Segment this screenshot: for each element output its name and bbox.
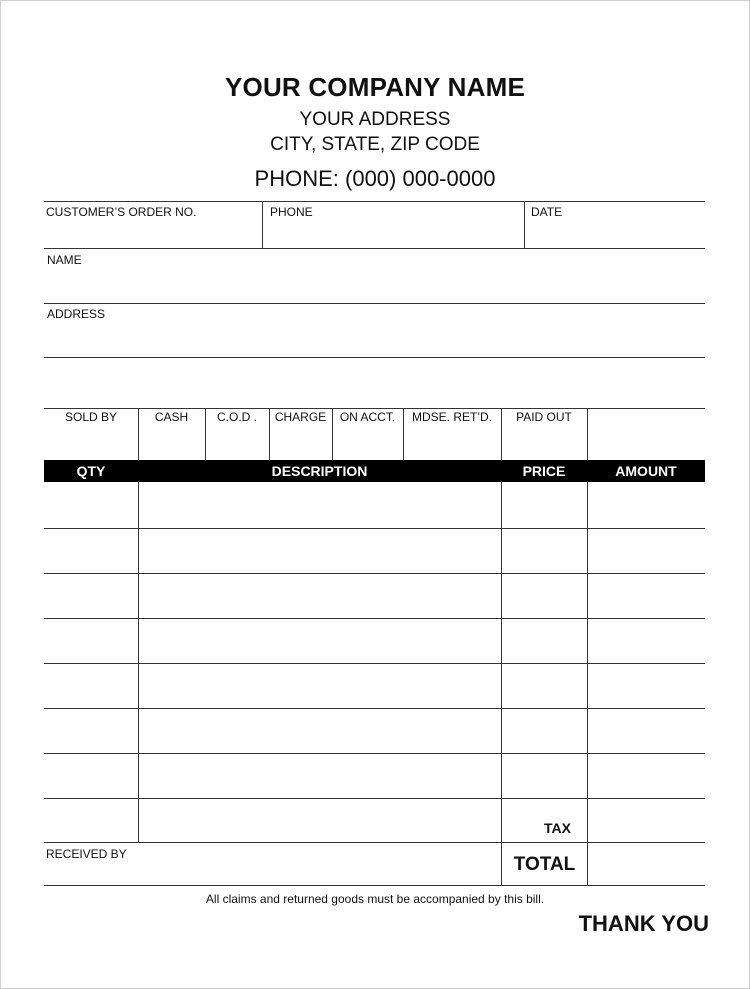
divider xyxy=(44,303,705,304)
thank-you: THANK YOU xyxy=(578,911,709,936)
total-label: TOTAL xyxy=(513,854,576,875)
divider xyxy=(44,357,705,358)
company-name: YOUR COMPANY NAME xyxy=(224,72,525,102)
sold-by-box[interactable]: SOLD BY xyxy=(64,410,118,424)
mdse-retd-box[interactable]: MDSE. RET’D. xyxy=(411,410,492,424)
company-phone: PHONE: (000) 000-0000 xyxy=(254,166,496,191)
paid-out-box[interactable]: PAID OUT xyxy=(516,410,572,424)
divider xyxy=(587,408,588,460)
name-field[interactable]: NAME xyxy=(47,253,82,267)
table-header xyxy=(44,460,705,482)
received-by-field[interactable]: RECEIVED BY xyxy=(46,847,127,861)
divider xyxy=(138,482,139,842)
table-row[interactable] xyxy=(44,753,705,754)
table-row[interactable] xyxy=(44,708,705,709)
divider xyxy=(44,408,705,409)
address-field[interactable]: ADDRESS xyxy=(47,307,106,321)
company-city: CITY, STATE, ZIP CODE xyxy=(270,134,480,155)
divider xyxy=(587,482,588,885)
company-address: YOUR ADDRESS xyxy=(299,109,451,130)
table-row[interactable] xyxy=(44,573,705,574)
divider xyxy=(44,248,705,249)
description-header: DESCRIPTION xyxy=(271,463,368,479)
claims-notice: All claims and returned goods must be accompanied by this bill. xyxy=(205,892,545,906)
order-no-field[interactable]: CUSTOMER’S ORDER NO. xyxy=(46,205,197,219)
divider xyxy=(44,201,705,202)
on-acct-box[interactable]: ON ACCT. xyxy=(339,410,396,424)
divider xyxy=(262,201,263,248)
price-header: PRICE xyxy=(522,463,566,479)
table-row[interactable] xyxy=(44,618,705,619)
tax-label: TAX xyxy=(544,820,571,836)
divider xyxy=(44,885,705,886)
date-field[interactable]: DATE xyxy=(531,205,563,219)
table-row[interactable] xyxy=(44,842,705,843)
charge-box[interactable]: CHARGE xyxy=(274,410,327,424)
table-row[interactable] xyxy=(44,798,705,799)
amount-header: AMOUNT xyxy=(615,463,677,479)
cash-box[interactable]: CASH xyxy=(154,410,189,424)
divider xyxy=(524,201,525,248)
qty-header: QTY xyxy=(76,463,106,479)
table-row[interactable] xyxy=(44,663,705,664)
cod-box[interactable]: C.O.D . xyxy=(216,410,257,424)
phone-field[interactable]: PHONE xyxy=(270,205,313,219)
table-row[interactable] xyxy=(44,528,705,529)
